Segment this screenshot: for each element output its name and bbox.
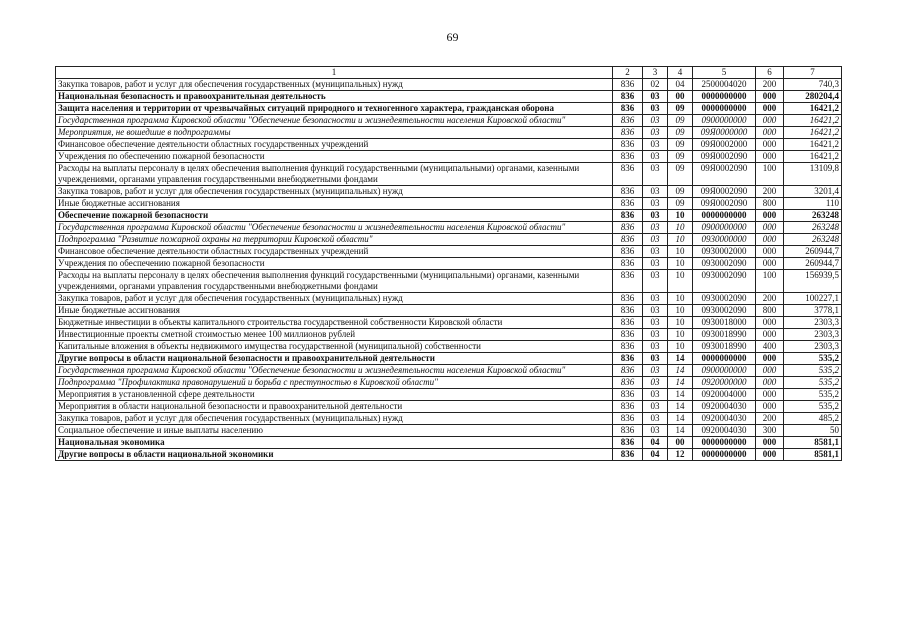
section-code: 03 (643, 270, 668, 293)
target-article-code: 0000000000 (693, 210, 756, 222)
table-row (56, 377, 842, 389)
expense-type-code: 800 (756, 198, 784, 210)
table-row (56, 246, 842, 258)
expense-type-code: 000 (756, 246, 784, 258)
table-body (56, 79, 842, 461)
section-code: 03 (643, 353, 668, 365)
subsection-code: 10 (668, 222, 693, 234)
admin-code: 836 (613, 329, 643, 341)
admin-code: 836 (613, 103, 643, 115)
subsection-code: 14 (668, 377, 693, 389)
section-code: 03 (643, 365, 668, 377)
table-row (56, 79, 842, 91)
row-name: Подпрограмма "Развитие пожарной охраны на территории Кировской области" (56, 234, 613, 246)
section-code: 03 (643, 151, 668, 163)
table-row (56, 186, 842, 198)
amount: 535,2 (784, 353, 842, 365)
expense-type-code: 800 (756, 305, 784, 317)
target-article-code: 0930002090 (693, 258, 756, 270)
column-header: 2 (613, 67, 643, 79)
budget-table (55, 66, 842, 461)
section-code: 03 (643, 317, 668, 329)
table-row (56, 293, 842, 305)
section-code: 03 (643, 210, 668, 222)
subsection-code: 14 (668, 413, 693, 425)
expense-type-code: 200 (756, 293, 784, 305)
table-row (56, 198, 842, 210)
admin-code: 836 (613, 91, 643, 103)
admin-code: 836 (613, 413, 643, 425)
section-code: 03 (643, 341, 668, 353)
subsection-code: 00 (668, 437, 693, 449)
section-code: 03 (643, 234, 668, 246)
row-name: Социальное обеспечение и иные выплаты населению (56, 425, 613, 437)
expense-type-code: 000 (756, 139, 784, 151)
subsection-code: 12 (668, 449, 693, 461)
section-code: 03 (643, 305, 668, 317)
row-name: Финансовое обеспечение деятельности областных государственных учреждений (56, 139, 613, 151)
row-name: Бюджетные инвестиции в объекты капитального строительства государственной собственности Кировской области (56, 317, 613, 329)
table-row (56, 317, 842, 329)
amount: 110 (784, 198, 842, 210)
admin-code: 836 (613, 449, 643, 461)
table-row (56, 437, 842, 449)
table-row (56, 329, 842, 341)
admin-code: 836 (613, 222, 643, 234)
expense-type-code: 000 (756, 91, 784, 103)
row-name: Национальная безопасность и правоохранительная деятельность (56, 91, 613, 103)
column-header: 3 (643, 67, 668, 79)
section-code: 03 (643, 258, 668, 270)
table-row (56, 353, 842, 365)
amount: 263248 (784, 210, 842, 222)
subsection-code: 10 (668, 305, 693, 317)
section-code: 03 (643, 139, 668, 151)
amount: 16421,2 (784, 115, 842, 127)
amount: 535,2 (784, 401, 842, 413)
subsection-code: 10 (668, 210, 693, 222)
column-header: 5 (693, 67, 756, 79)
column-header: 7 (784, 67, 842, 79)
section-code: 02 (643, 79, 668, 91)
table-row (56, 163, 842, 186)
table-row (56, 234, 842, 246)
target-article-code: 0930002000 (693, 246, 756, 258)
amount: 16421,2 (784, 139, 842, 151)
row-name: Учреждения по обеспечению пожарной безопасности (56, 151, 613, 163)
section-code: 03 (643, 389, 668, 401)
admin-code: 836 (613, 425, 643, 437)
expense-type-code: 000 (756, 377, 784, 389)
target-article-code: 0000000000 (693, 91, 756, 103)
section-code: 03 (643, 401, 668, 413)
table-row (56, 91, 842, 103)
subsection-code: 10 (668, 329, 693, 341)
expense-type-code: 000 (756, 353, 784, 365)
expense-type-code: 200 (756, 186, 784, 198)
table-row (56, 425, 842, 437)
subsection-code: 09 (668, 186, 693, 198)
expense-type-code: 000 (756, 365, 784, 377)
admin-code: 836 (613, 163, 643, 186)
row-name: Национальная экономика (56, 437, 613, 449)
table-row (56, 413, 842, 425)
row-name: Подпрограмма "Профилактика правонарушений и борьба с преступностью в Кировской области" (56, 377, 613, 389)
expense-type-code: 000 (756, 401, 784, 413)
admin-code: 836 (613, 186, 643, 198)
amount: 156939,5 (784, 270, 842, 293)
target-article-code: 09Я0000000 (693, 127, 756, 139)
row-name: Мероприятия, не вошедшие в подпрограммы (56, 127, 613, 139)
expense-type-code: 100 (756, 270, 784, 293)
row-name: Другие вопросы в области национальной безопасности и правоохранительной деятельности (56, 353, 613, 365)
column-header: 1 (56, 67, 613, 79)
admin-code: 836 (613, 317, 643, 329)
admin-code: 836 (613, 127, 643, 139)
table-row (56, 127, 842, 139)
amount: 535,2 (784, 377, 842, 389)
admin-code: 836 (613, 258, 643, 270)
table-row (56, 115, 842, 127)
amount: 263248 (784, 234, 842, 246)
admin-code: 836 (613, 270, 643, 293)
table-row (56, 139, 842, 151)
row-name: Расходы на выплаты персоналу в целях обеспечения выполнения функций государственными (муниципальными) органами, казенными учреждениями, органами управления государственными внебюджетными фондами (56, 163, 613, 186)
target-article-code: 0900000000 (693, 115, 756, 127)
target-article-code: 0920000000 (693, 377, 756, 389)
expense-type-code: 000 (756, 234, 784, 246)
row-name: Финансовое обеспечение деятельности областных государственных учреждений (56, 246, 613, 258)
row-name: Мероприятия в области национальной безопасности и правоохранительной деятельности (56, 401, 613, 413)
amount: 16421,2 (784, 127, 842, 139)
amount: 50 (784, 425, 842, 437)
amount: 485,2 (784, 413, 842, 425)
expense-type-code: 000 (756, 103, 784, 115)
section-code: 03 (643, 163, 668, 186)
subsection-code: 04 (668, 79, 693, 91)
target-article-code: 0930002090 (693, 305, 756, 317)
target-article-code: 0000000000 (693, 437, 756, 449)
target-article-code: 2500004020 (693, 79, 756, 91)
amount: 740,3 (784, 79, 842, 91)
admin-code: 836 (613, 198, 643, 210)
admin-code: 836 (613, 305, 643, 317)
subsection-code: 10 (668, 270, 693, 293)
admin-code: 836 (613, 151, 643, 163)
expense-type-code: 000 (756, 258, 784, 270)
row-name: Закупка товаров, работ и услуг для обеспечения государственных (муниципальных) нужд (56, 79, 613, 91)
expense-type-code: 000 (756, 210, 784, 222)
target-article-code: 09Я0002090 (693, 163, 756, 186)
target-article-code: 09Я0002000 (693, 139, 756, 151)
expense-type-code: 000 (756, 222, 784, 234)
page-number: 69 (446, 30, 459, 44)
admin-code: 836 (613, 139, 643, 151)
table-row (56, 151, 842, 163)
admin-code: 836 (613, 246, 643, 258)
expense-type-code: 000 (756, 449, 784, 461)
row-name: Государственная программа Кировской области "Обеспечение безопасности и жизнедеятельности населения Кировской области" (56, 115, 613, 127)
amount: 535,2 (784, 389, 842, 401)
subsection-code: 10 (668, 234, 693, 246)
expense-type-code: 200 (756, 413, 784, 425)
target-article-code: 0900000000 (693, 222, 756, 234)
table-row (56, 103, 842, 115)
target-article-code: 09Я0002090 (693, 186, 756, 198)
target-article-code: 0000000000 (693, 103, 756, 115)
target-article-code: 0000000000 (693, 353, 756, 365)
expense-type-code: 000 (756, 127, 784, 139)
amount: 260944,7 (784, 246, 842, 258)
table-row (56, 449, 842, 461)
subsection-code: 09 (668, 198, 693, 210)
subsection-code: 10 (668, 293, 693, 305)
section-code: 04 (643, 449, 668, 461)
expense-type-code: 200 (756, 79, 784, 91)
amount: 3778,1 (784, 305, 842, 317)
subsection-code: 00 (668, 91, 693, 103)
target-article-code: 0930002090 (693, 293, 756, 305)
amount: 8581,1 (784, 437, 842, 449)
column-header: 4 (668, 67, 693, 79)
admin-code: 836 (613, 234, 643, 246)
section-code: 03 (643, 91, 668, 103)
row-name: Государственная программа Кировской области "Обеспечение безопасности и жизнедеятельности населения Кировской области" (56, 365, 613, 377)
amount: 263248 (784, 222, 842, 234)
section-code: 03 (643, 186, 668, 198)
row-name: Обеспечение пожарной безопасности (56, 210, 613, 222)
expense-type-code: 000 (756, 115, 784, 127)
amount: 535,2 (784, 365, 842, 377)
row-name: Мероприятия в установленной сфере деятельности (56, 389, 613, 401)
expense-type-code: 000 (756, 317, 784, 329)
amount: 2303,3 (784, 341, 842, 353)
expense-type-code: 400 (756, 341, 784, 353)
table-row (56, 365, 842, 377)
row-name: Закупка товаров, работ и услуг для обеспечения государственных (муниципальных) нужд (56, 293, 613, 305)
amount: 3201,4 (784, 186, 842, 198)
section-code: 03 (643, 413, 668, 425)
section-code: 03 (643, 377, 668, 389)
subsection-code: 10 (668, 258, 693, 270)
section-code: 03 (643, 127, 668, 139)
row-name: Расходы на выплаты персоналу в целях обеспечения выполнения функций государственными (муниципальными) органами, казенными учреждениями, органами управления государственными внебюджетными фондами (56, 270, 613, 293)
amount: 16421,2 (784, 151, 842, 163)
target-article-code: 0000000000 (693, 449, 756, 461)
target-article-code: 09Я0002090 (693, 198, 756, 210)
section-code: 03 (643, 198, 668, 210)
target-article-code: 0930018000 (693, 317, 756, 329)
subsection-code: 14 (668, 353, 693, 365)
amount: 2303,3 (784, 329, 842, 341)
target-article-code: 0920004030 (693, 401, 756, 413)
expense-type-code: 300 (756, 425, 784, 437)
section-code: 03 (643, 329, 668, 341)
subsection-code: 09 (668, 139, 693, 151)
expense-type-code: 100 (756, 163, 784, 186)
admin-code: 836 (613, 79, 643, 91)
amount: 100227,1 (784, 293, 842, 305)
row-name: Учреждения по обеспечению пожарной безопасности (56, 258, 613, 270)
target-article-code: 09Я0002090 (693, 151, 756, 163)
table-row (56, 210, 842, 222)
row-name: Другие вопросы в области национальной экономики (56, 449, 613, 461)
target-article-code: 0900000000 (693, 365, 756, 377)
target-article-code: 0930002090 (693, 270, 756, 293)
target-article-code: 0920004030 (693, 425, 756, 437)
subsection-code: 10 (668, 317, 693, 329)
column-header: 6 (756, 67, 784, 79)
subsection-code: 09 (668, 151, 693, 163)
target-article-code: 0930000000 (693, 234, 756, 246)
section-code: 03 (643, 103, 668, 115)
admin-code: 836 (613, 401, 643, 413)
target-article-code: 0930018990 (693, 329, 756, 341)
subsection-code: 09 (668, 115, 693, 127)
amount: 8581,1 (784, 449, 842, 461)
table-row (56, 258, 842, 270)
row-name: Закупка товаров, работ и услуг для обеспечения государственных (муниципальных) нужд (56, 413, 613, 425)
row-name: Иные бюджетные ассигнования (56, 198, 613, 210)
admin-code: 836 (613, 293, 643, 305)
amount: 2303,3 (784, 317, 842, 329)
section-code: 03 (643, 246, 668, 258)
admin-code: 836 (613, 353, 643, 365)
admin-code: 836 (613, 377, 643, 389)
subsection-code: 14 (668, 365, 693, 377)
table-row (56, 270, 842, 293)
admin-code: 836 (613, 437, 643, 449)
table-row (56, 401, 842, 413)
row-name: Иные бюджетные ассигнования (56, 305, 613, 317)
row-name: Капитальные вложения в объекты недвижимого имущества государственной (муниципальной) собственности (56, 341, 613, 353)
row-name: Закупка товаров, работ и услуг для обеспечения государственных (муниципальных) нужд (56, 186, 613, 198)
table-row (56, 389, 842, 401)
table-row (56, 341, 842, 353)
section-code: 03 (643, 425, 668, 437)
section-code: 03 (643, 115, 668, 127)
admin-code: 836 (613, 210, 643, 222)
subsection-code: 14 (668, 425, 693, 437)
admin-code: 836 (613, 341, 643, 353)
subsection-code: 09 (668, 103, 693, 115)
row-name: Государственная программа Кировской области "Обеспечение безопасности и жизнедеятельности населения Кировской области" (56, 222, 613, 234)
table-row (56, 305, 842, 317)
subsection-code: 14 (668, 401, 693, 413)
row-name: Инвестиционные проекты сметной стоимостью менее 100 миллионов рублей (56, 329, 613, 341)
target-article-code: 0920004030 (693, 413, 756, 425)
section-code: 03 (643, 293, 668, 305)
amount: 280204,4 (784, 91, 842, 103)
row-name: Защита населения и территории от чрезвычайных ситуаций природного и техногенного характера, гражданская оборона (56, 103, 613, 115)
expense-type-code: 000 (756, 389, 784, 401)
admin-code: 836 (613, 115, 643, 127)
admin-code: 836 (613, 365, 643, 377)
target-article-code: 0920004000 (693, 389, 756, 401)
amount: 13109,8 (784, 163, 842, 186)
expense-type-code: 000 (756, 329, 784, 341)
amount: 260944,7 (784, 258, 842, 270)
subsection-code: 10 (668, 341, 693, 353)
section-code: 04 (643, 437, 668, 449)
subsection-code: 10 (668, 246, 693, 258)
admin-code: 836 (613, 389, 643, 401)
target-article-code: 0930018990 (693, 341, 756, 353)
expense-type-code: 000 (756, 437, 784, 449)
section-code: 03 (643, 222, 668, 234)
header-row (56, 67, 842, 79)
table-row (56, 222, 842, 234)
subsection-code: 09 (668, 127, 693, 139)
amount: 16421,2 (784, 103, 842, 115)
subsection-code: 09 (668, 163, 693, 186)
subsection-code: 14 (668, 389, 693, 401)
expense-type-code: 000 (756, 151, 784, 163)
